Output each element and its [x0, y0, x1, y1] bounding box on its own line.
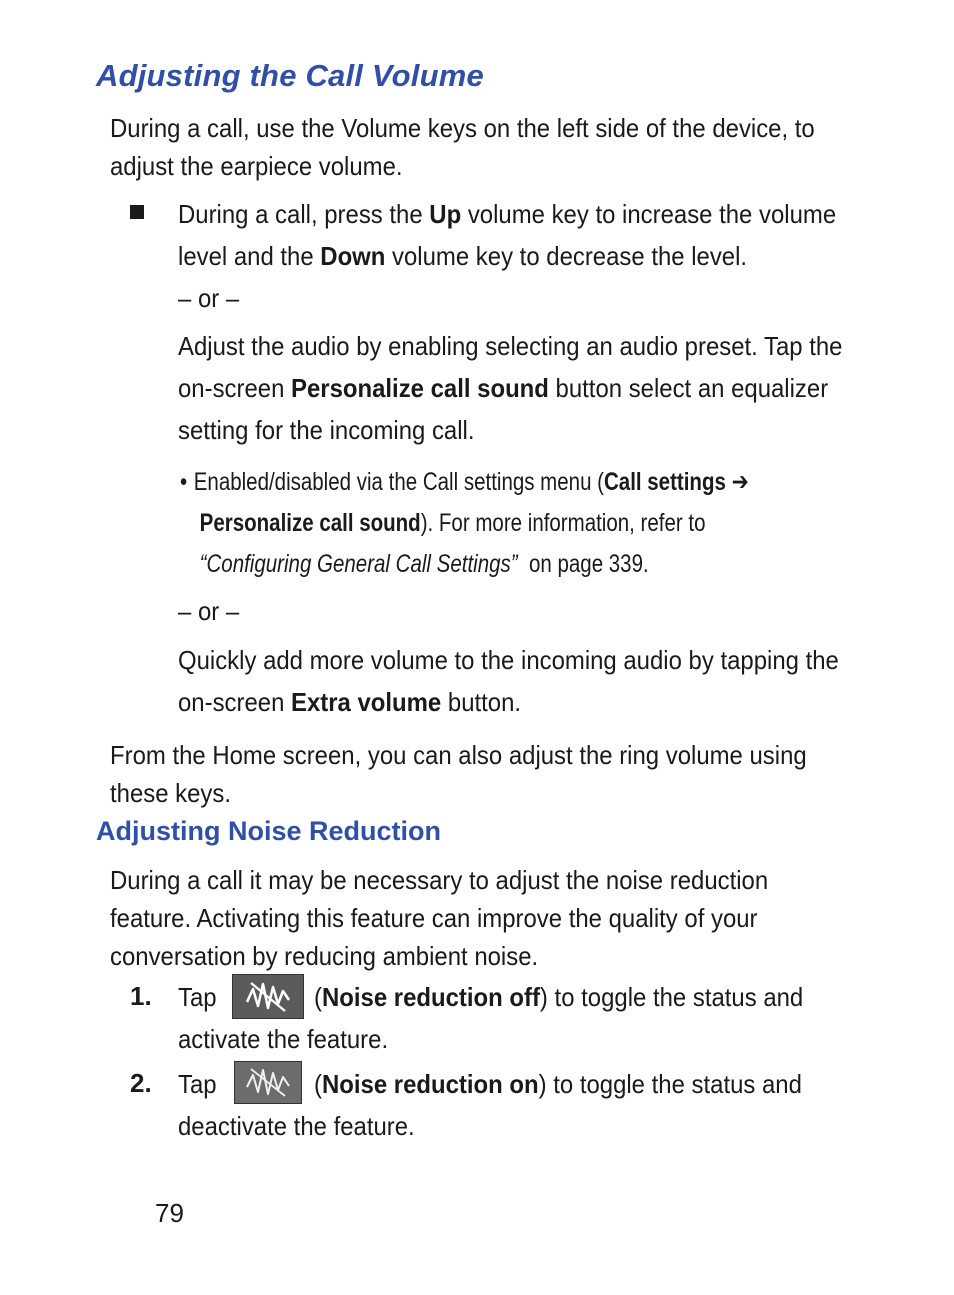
noise-reduction-on-glyph	[235, 1062, 301, 1103]
sub-bullet-call-settings	[180, 462, 749, 585]
noise-intro-line-1: During a call it may be necessary to adjust the noise reduction	[110, 865, 769, 895]
or-separator-2: – or –	[178, 596, 240, 626]
extra-volume-paragraph	[178, 639, 839, 723]
square-bullet-icon	[130, 205, 144, 219]
intro-line-2: adjust the earpiece volume.	[110, 151, 403, 181]
adjust-audio-line-1: Adjust the audio by enabling selecting an audio preset. Tap the	[178, 331, 843, 361]
step-2-text: (Noise reduction on) to toggle the status and	[314, 1069, 802, 1099]
noise-intro-line-3: conversation by reducing ambient noise.	[110, 941, 539, 971]
sub-bullet-line-3: “Configuring General Call Settings” on page 339.	[199, 550, 649, 578]
extra-volume-line-2: on-screen Extra volume button.	[178, 687, 522, 717]
step-2-tap: Tap	[178, 1069, 217, 1099]
bullet-volume-keys	[178, 193, 836, 277]
sub-bullet-line-2: Personalize call sound). For more information, refer to	[199, 509, 706, 537]
cross-reference-link[interactable]: “Configuring General Call Settings”	[199, 550, 518, 578]
bullet-line-2: level and the Down volume key to decrease the level.	[178, 241, 748, 271]
adjust-audio-line-2: on-screen Personalize call sound button select an equalizer	[178, 373, 829, 403]
noise-reduction-off-glyph	[233, 975, 303, 1018]
intro-line-1: During a call, use the Volume keys on the left side of the device, to	[110, 113, 815, 143]
noise-intro-line-2: feature. Activating this feature can improve the quality of your	[110, 903, 758, 933]
sub-bullet-line-1: • Enabled/disabled via the Call settings menu (Call settings ➔	[180, 462, 749, 503]
home-screen-line-1: From the Home screen, you can also adjust the ring volume using	[110, 740, 807, 770]
heading-call-volume: Adjusting the Call Volume	[96, 58, 484, 93]
noise-reduction-on-icon[interactable]	[234, 1061, 302, 1104]
step-1-tap: Tap	[178, 982, 217, 1012]
adjust-audio-paragraph	[178, 325, 842, 451]
heading-noise-reduction: Adjusting Noise Reduction	[96, 816, 442, 846]
step-2-line-2: deactivate the feature.	[178, 1111, 415, 1141]
step-1-line-2: activate the feature.	[178, 1024, 389, 1054]
extra-volume-line-1: Quickly add more volume to the incoming audio by tapping the	[178, 645, 839, 675]
home-screen-paragraph	[110, 736, 807, 812]
bullet-line-1: During a call, press the Up volume key to increase the volume	[178, 199, 837, 229]
intro-paragraph	[110, 109, 815, 185]
step-2-number: 2.	[130, 1068, 152, 1098]
noise-intro-paragraph	[110, 861, 768, 975]
or-separator-1: – or –	[178, 283, 240, 313]
noise-reduction-off-icon[interactable]	[232, 974, 304, 1019]
adjust-audio-line-3: setting for the incoming call.	[178, 415, 475, 445]
step-1-text: (Noise reduction off) to toggle the status and	[314, 982, 804, 1012]
page-number: 79	[155, 1198, 184, 1228]
home-screen-line-2: these keys.	[110, 778, 231, 808]
step-1-number: 1.	[130, 981, 152, 1011]
bullet-dot-icon: •	[180, 468, 188, 496]
